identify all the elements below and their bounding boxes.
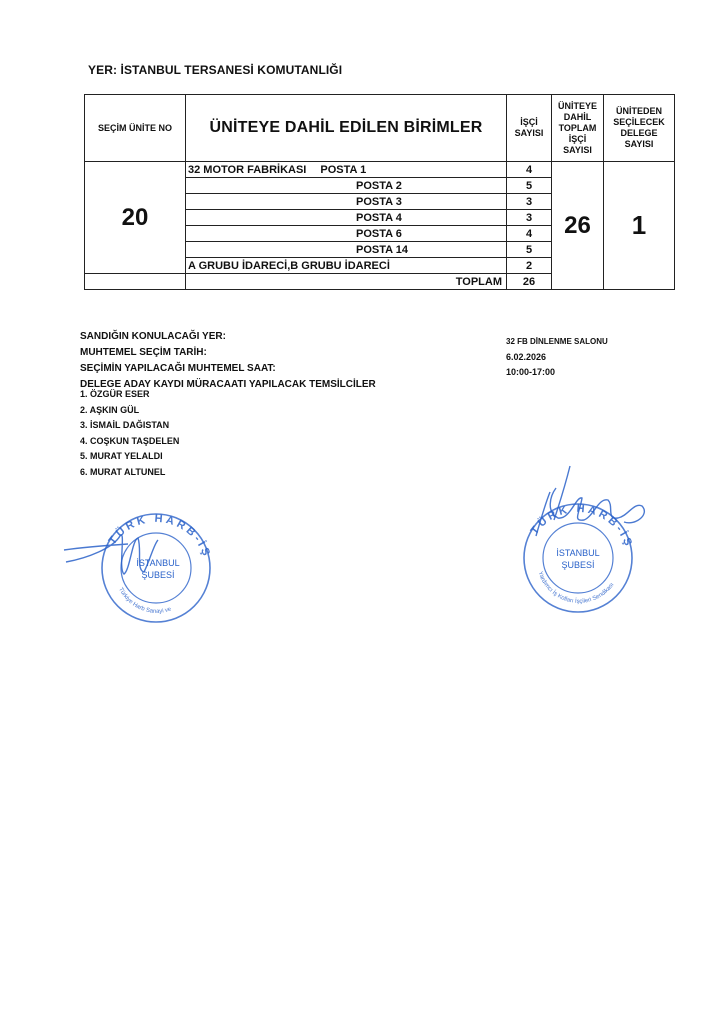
row-label: POSTA 4 — [356, 211, 402, 224]
row-count: 2 — [507, 258, 552, 274]
row-label: POSTA 6 — [356, 227, 402, 240]
stamp-branch: ŞUBESİ — [141, 570, 175, 580]
stamp-city: İSTANBUL — [136, 558, 180, 568]
row-label: POSTA 1 — [320, 163, 367, 176]
list-item: 3. İSMAİL DAĞISTAN — [80, 420, 170, 430]
union-stamp-left — [58, 500, 218, 630]
row-label: A GRUBU İDARECİ,B GRUBU İDARECİ — [186, 258, 507, 274]
list-item: 4. COŞKUN TAŞDELEN — [80, 435, 180, 446]
stamp-branch: ŞUBESİ — [561, 560, 595, 570]
row-count: 5 — [507, 242, 552, 258]
row-label: POSTA 3 — [356, 195, 402, 208]
total-label: TOPLAM — [186, 274, 507, 290]
row-count: 4 — [507, 162, 552, 178]
unit-total-workers: 26 — [552, 162, 604, 290]
stamp-city: İSTANBUL — [556, 548, 600, 558]
list-item: 2. AŞKIN GÜL — [80, 404, 140, 415]
ballot-location-label: SANDIĞIN KONULACAĞI YER: — [80, 331, 226, 342]
stamp-top-text: TÜRK HARB-İŞ — [528, 502, 635, 551]
row-count: 3 — [507, 210, 552, 226]
row-label: POSTA 14 — [356, 243, 408, 256]
stamp-top-text: TÜRK HARB-İŞ — [106, 512, 213, 561]
header-delegates: ÜNİTEDEN SEÇİLECEK DELEGE SAYISI — [604, 95, 675, 162]
representatives-list — [80, 387, 179, 480]
union-stamp-right — [510, 462, 670, 622]
unit-number: 20 — [85, 162, 186, 274]
header-worker-count: İŞÇİ SAYISI — [507, 95, 552, 162]
list-item: 5. MURAT YELALDI — [80, 451, 163, 461]
election-date-value: 6.02.2026 — [506, 351, 547, 362]
ballot-location-value: 32 FB DİNLENME SALONU — [506, 337, 608, 346]
header-units-title: ÜNİTEYE DAHİL EDİLEN BİRİMLER — [186, 95, 507, 162]
factory-name: 32 MOTOR FABRİKASI — [188, 163, 307, 176]
election-time-label: SEÇİMİN YAPILACAĞI MUHTEMEL SAAT: — [80, 363, 276, 374]
row-count: 4 — [507, 226, 552, 242]
location-title: YER: İSTANBUL TERSANESİ KOMUTANLIĞI — [88, 63, 343, 77]
delegate-count: 1 — [604, 162, 675, 290]
row-label: POSTA 2 — [356, 179, 402, 192]
election-time-value: 10:00-17:00 — [506, 367, 556, 377]
election-info-values — [506, 334, 608, 381]
list-item: 1. ÖZGÜR ESER — [80, 389, 150, 399]
units-table — [84, 94, 675, 290]
stamp-arc-text: Yardımcı İş Kolları İşçileri Sendikası — [536, 570, 616, 605]
stamp-arc-text: Türkiye Harb Sanayi ve — [117, 586, 173, 615]
table-row — [85, 162, 675, 178]
row-count: 5 — [507, 178, 552, 194]
list-item: 6. MURAT ALTUNEL — [80, 466, 166, 477]
election-date-label: MUHTEMEL SEÇİM TARİH: — [80, 347, 207, 358]
total-count: 26 — [507, 274, 552, 290]
header-total-workers: ÜNİTEYE DAHİL TOPLAM İŞÇİ SAYISI — [552, 95, 604, 162]
representatives-label: DELEGE ADAY KAYDI MÜRACAATI YAPILACAK TEMSİLCİLER — [80, 379, 376, 390]
header-unit-no: SEÇİM ÜNİTE NO — [85, 95, 186, 162]
election-info-labels — [80, 329, 376, 393]
table-header-row — [85, 95, 675, 162]
row-count: 3 — [507, 194, 552, 210]
